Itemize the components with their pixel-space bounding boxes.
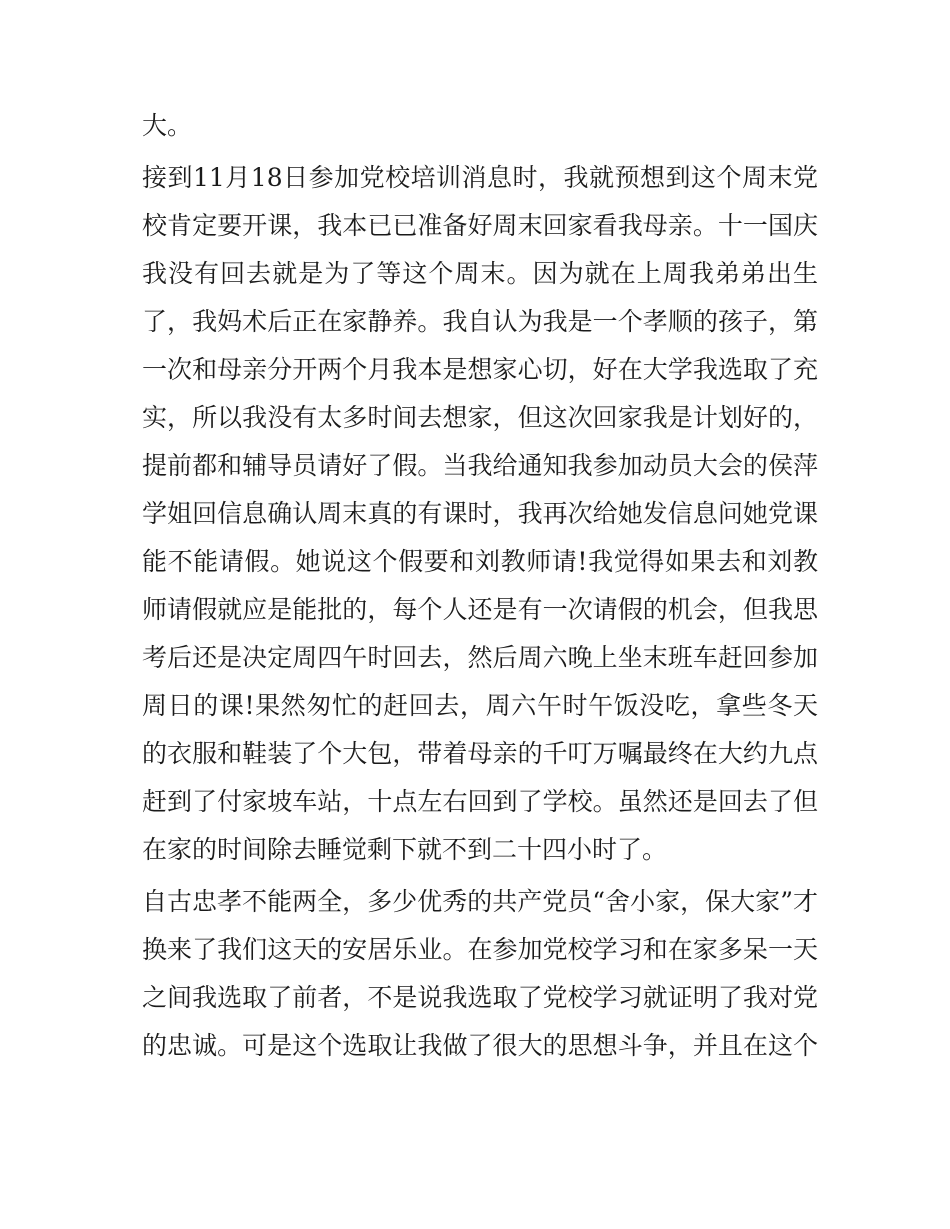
text-line: 能不能请假。她说这个假要和刘教师请!我觉得如果去和刘教	[142, 547, 818, 576]
text-line: 了，我妈术后正在家静养。我自认为我是一个孝顺的孩子，第	[142, 307, 818, 336]
text-line: 考后还是决定周四午时回去，然后周六晚上坐末班车赶回参加	[142, 643, 818, 672]
text-line: 的忠诚。可是这个选取让我做了很大的思想斗争，并且在这个	[142, 1031, 818, 1060]
text-line: 师请假就应是能批的，每个人还是有一次请假的机会，但我思	[142, 595, 818, 624]
text-line: 周日的课!果然匆忙的赶回去，周六午时午饭没吃，拿些冬天	[142, 691, 818, 720]
text-line: 接到11月18日参加党校培训消息时，我就预想到这个周末党	[142, 163, 818, 192]
text-line: 大。	[142, 111, 193, 140]
text-line: 实，所以我没有太多时间去想家，但这次回家我是计划好的，	[142, 403, 818, 432]
text-line: 一次和母亲分开两个月我本是想家心切，好在大学我选取了充	[142, 355, 818, 384]
text-line: 在家的时间除去睡觉剩下就不到二十四小时了。	[142, 835, 668, 864]
text-line: 的衣服和鞋装了个大包，带着母亲的千叮万嘱最终在大约九点	[142, 739, 818, 768]
text-line: 我没有回去就是为了等这个周末。因为就在上周我弟弟出生	[142, 259, 818, 288]
text-line: 之间我选取了前者，不是说我选取了党校学习就证明了我对党	[142, 983, 818, 1012]
document-body	[142, 107, 818, 1065]
text-line: 提前都和辅导员请好了假。当我给通知我参加动员大会的侯萍	[142, 451, 818, 480]
text-line: 校肯定要开课，我本已已准备好周末回家看我母亲。十一国庆	[142, 211, 818, 240]
text-line: 自古忠孝不能两全，多少优秀的共产党员“舍小家，保大家”才	[142, 887, 818, 916]
text-line: 赶到了付家坡车站，十点左右回到了学校。虽然还是回去了但	[142, 787, 818, 816]
text-line: 学姐回信息确认周末真的有课时，我再次给她发信息问她党课	[142, 499, 818, 528]
text-line: 换来了我们这天的安居乐业。在参加党校学习和在家多呆一天	[142, 935, 818, 964]
